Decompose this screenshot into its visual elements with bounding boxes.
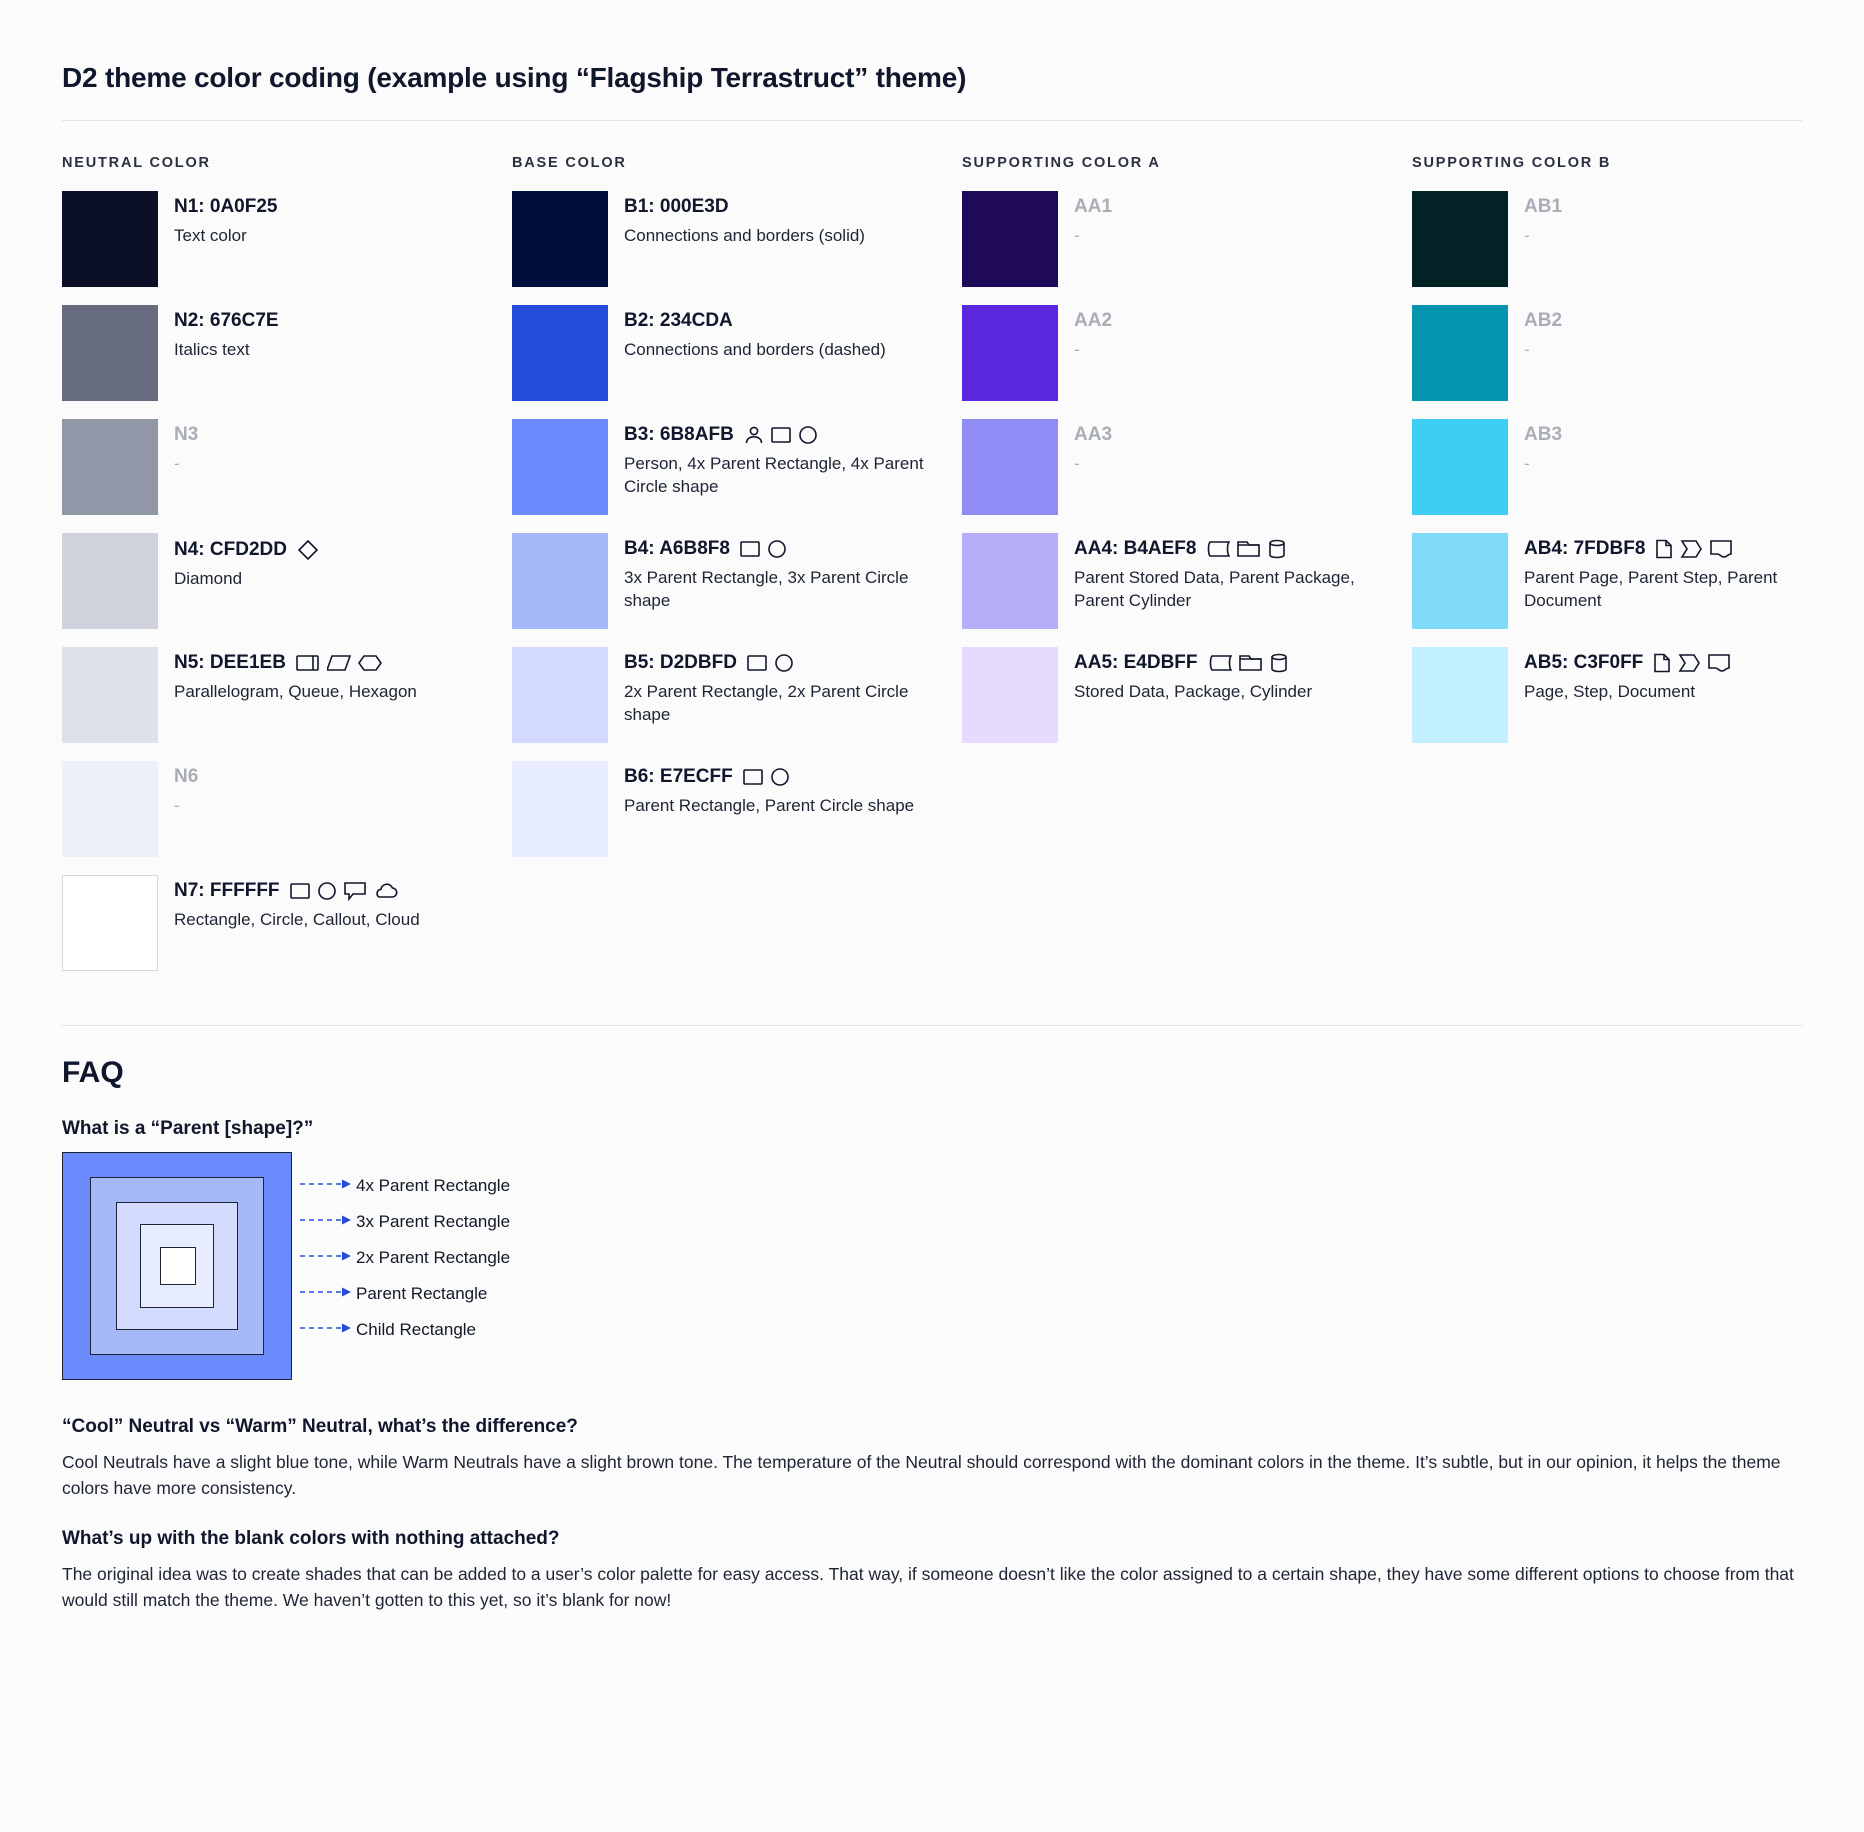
color-swatch-name (624, 197, 865, 218)
color-columns (62, 155, 1802, 989)
color-swatch (962, 419, 1058, 515)
color-swatch (962, 305, 1058, 401)
color-swatch-description: Parent Stored Data, Parent Package, Parent Cylinder (1074, 567, 1355, 610)
color-swatch-name (1074, 425, 1112, 446)
color-swatch-row (62, 533, 512, 629)
color-swatch-name (624, 425, 924, 446)
rectangle-icon (747, 654, 767, 672)
color-swatch-description: Italics text (174, 339, 250, 359)
shape-icon-group (297, 539, 319, 561)
color-swatch-description: Rectangle, Circle, Callout, Cloud (174, 909, 420, 929)
color-swatch (512, 419, 608, 515)
color-swatch-name (174, 881, 420, 902)
shape-icon-group (747, 654, 794, 672)
color-swatch-label: AA4: B4AEF8 (1074, 538, 1197, 559)
color-swatch-description: Diamond (174, 569, 243, 588)
callout-icon (344, 881, 366, 901)
color-swatch-row (1412, 647, 1864, 743)
color-swatch-row (62, 647, 512, 743)
faq-item-blank-colors (62, 1528, 1802, 1614)
color-swatch (62, 305, 158, 401)
color-swatch-name (174, 767, 198, 788)
color-swatch-text (174, 419, 198, 476)
color-swatch-description: - (1524, 225, 1530, 245)
color-swatch-text (1524, 647, 1731, 704)
queue-icon (296, 654, 320, 672)
color-swatch-name (1524, 539, 1824, 560)
color-swatch-label: N6 (174, 766, 199, 787)
color-swatch-text (624, 191, 865, 248)
color-swatch-name (624, 539, 924, 560)
faq-answer-3: The original idea was to create shades that can be added to a user’s color palette for easy access. That way, if someone doesn’t like the color assigned to a certain shape, they have some different options to choose from that would still match the theme. We haven’t gotten to this yet, so it’s blank for now! (62, 1563, 1794, 1610)
color-swatch-label: AA1 (1074, 196, 1113, 217)
color-swatch (962, 191, 1058, 287)
color-swatch-label: AB4: 7FDBF8 (1524, 538, 1646, 559)
color-swatch-text (624, 305, 886, 362)
person-icon (744, 425, 764, 445)
step-icon (1680, 539, 1702, 559)
shape-icon-group (1206, 539, 1286, 559)
color-swatch-label: AB2 (1524, 310, 1563, 331)
color-swatch-row (962, 419, 1412, 515)
color-swatch-description: Parallelogram, Queue, Hexagon (174, 681, 417, 701)
color-swatch-row (62, 305, 512, 401)
color-swatch-description: Connections and borders (solid) (624, 225, 865, 245)
color-swatch-name (174, 539, 319, 561)
circle-icon (770, 768, 790, 786)
document-icon (1709, 539, 1733, 559)
color-swatch-row (512, 419, 962, 515)
color-swatch-row (62, 419, 512, 515)
color-swatch-description: - (1074, 339, 1080, 359)
cylinder-icon (1270, 653, 1288, 673)
color-swatch-description: 3x Parent Rectangle, 3x Parent Circle shape (624, 567, 909, 610)
color-swatch-name (624, 653, 924, 674)
color-swatch-name (1524, 425, 1562, 446)
rectangle-icon (290, 882, 310, 900)
color-swatch-text (1074, 191, 1112, 248)
shape-icon-group (744, 425, 818, 445)
color-swatch-label: AA5: E4DBFF (1074, 652, 1198, 673)
faq-question-3: What’s up with the blank colors with nothing attached? (62, 1527, 560, 1549)
color-swatch-text (1074, 533, 1374, 613)
color-swatch-label: N7: FFFFFF (174, 880, 280, 901)
circle-icon (774, 654, 794, 672)
color-swatch-row (1412, 305, 1864, 401)
color-swatch-name (174, 425, 198, 446)
color-swatch-text (624, 647, 924, 727)
color-swatch-name (174, 197, 278, 218)
faq-divider (62, 1025, 1802, 1026)
color-swatch-name (1074, 653, 1312, 674)
color-swatch-row (512, 647, 962, 743)
color-column (512, 155, 962, 989)
color-swatch-text (174, 305, 279, 362)
faq-heading: FAQ (62, 1056, 124, 1089)
color-swatch-description: 2x Parent Rectangle, 2x Parent Circle shape (624, 681, 909, 724)
nested-rectangle-labels (298, 1152, 718, 1380)
faq-question-2: “Cool” Neutral vs “Warm” Neutral, what’s the difference? (62, 1416, 578, 1437)
color-swatch-text (1074, 419, 1112, 476)
circle-icon (767, 540, 787, 558)
color-swatch (512, 761, 608, 857)
cylinder-icon (1268, 539, 1286, 559)
color-swatch (512, 533, 608, 629)
color-swatch-text (624, 533, 924, 613)
color-swatch-description: Stored Data, Package, Cylinder (1074, 681, 1313, 701)
color-swatch (512, 191, 608, 287)
color-column-heading: NEUTRAL COLOR (62, 155, 211, 171)
color-swatch-row (962, 305, 1412, 401)
shape-icon-group (743, 768, 790, 786)
color-swatch (62, 191, 158, 287)
color-swatch-text (1524, 191, 1562, 248)
color-swatch-text (174, 761, 198, 818)
rectangle-icon (771, 426, 791, 444)
color-swatch-row (1412, 533, 1864, 629)
rectangle-icon (743, 768, 763, 786)
circle-icon (317, 882, 337, 900)
color-swatch-row (512, 305, 962, 401)
color-swatch (962, 647, 1058, 743)
page-icon (1655, 539, 1673, 559)
color-swatch (1412, 647, 1508, 743)
color-column-heading: SUPPORTING COLOR A (962, 155, 1161, 171)
color-swatch (512, 647, 608, 743)
color-swatch-description: - (1524, 453, 1530, 473)
color-swatch-label: B1: 000E3D (624, 196, 729, 217)
color-swatch (1412, 191, 1508, 287)
color-swatch-description: Connections and borders (dashed) (624, 339, 886, 359)
shape-icon-group (1208, 653, 1288, 673)
color-swatch-label: N2: 676C7E (174, 310, 279, 331)
color-swatch (1412, 305, 1508, 401)
color-swatch (1412, 419, 1508, 515)
color-swatch-text (174, 533, 319, 591)
color-swatch-label: AB3 (1524, 424, 1563, 445)
color-swatch (512, 305, 608, 401)
color-column-heading: SUPPORTING COLOR B (1412, 155, 1612, 171)
color-swatch-label: N1: 0A0F25 (174, 196, 278, 217)
color-swatch-row (962, 533, 1412, 629)
color-swatch-name (174, 653, 417, 674)
color-swatch-row (1412, 419, 1864, 515)
faq-item-parent-shape (62, 1118, 1802, 1380)
color-swatch-label: N3 (174, 424, 199, 445)
color-swatch-description: Person, 4x Parent Rectangle, 4x Parent Circle shape (624, 453, 924, 496)
nested-rectangle-level-5 (160, 1247, 196, 1285)
nested-rectangle-label: 3x Parent Rectangle (356, 1212, 511, 1231)
color-swatch-label: B5: D2DBFD (624, 652, 737, 673)
color-swatch-description: - (1524, 339, 1530, 359)
stored-data-icon (1206, 540, 1230, 558)
color-swatch-text (1524, 533, 1824, 613)
color-swatch-row (962, 191, 1412, 287)
nested-rectangle-label: Parent Rectangle (356, 1284, 488, 1303)
color-swatch-label: AA2 (1074, 310, 1113, 331)
color-swatch-description: Text color (174, 225, 247, 245)
color-swatch-row (512, 761, 962, 857)
page-title: D2 theme color coding (example using “Flagship Terrastruct” theme) (62, 62, 967, 93)
color-swatch-description: Parent Page, Parent Step, Parent Document (1524, 567, 1778, 610)
color-column (62, 155, 512, 989)
faq-item-cool-warm (62, 1416, 1802, 1502)
color-swatch-name (1074, 311, 1112, 332)
color-swatch (1412, 533, 1508, 629)
color-swatch-row (62, 191, 512, 287)
nested-rectangles (62, 1152, 292, 1380)
color-swatch-row (512, 191, 962, 287)
rectangle-icon (740, 540, 760, 558)
stored-data-icon (1208, 654, 1232, 672)
color-swatch (962, 533, 1058, 629)
header-divider (62, 120, 1802, 121)
color-swatch-text (1524, 305, 1562, 362)
color-swatch (62, 875, 158, 971)
color-swatch (62, 761, 158, 857)
color-swatch-description: - (1074, 453, 1080, 473)
color-swatch-text (1524, 419, 1562, 476)
color-swatch-text (174, 647, 417, 704)
color-swatch-name (624, 767, 914, 788)
color-swatch-row (62, 875, 512, 971)
shape-icon-group (1653, 653, 1731, 673)
circle-icon (798, 426, 818, 444)
nested-rectangle-label: 4x Parent Rectangle (356, 1176, 511, 1195)
color-swatch (62, 533, 158, 629)
shape-icon-group (1655, 539, 1733, 559)
color-swatch-text (624, 761, 914, 818)
shape-icon-group (296, 654, 382, 672)
color-swatch-name (174, 311, 279, 332)
color-swatch (62, 419, 158, 515)
color-swatch-row (1412, 191, 1864, 287)
color-swatch-label: N5: DEE1EB (174, 652, 286, 673)
nested-rectangle-label: Child Rectangle (356, 1320, 477, 1339)
color-swatch-label: B4: A6B8F8 (624, 538, 730, 559)
package-icon (1239, 654, 1263, 672)
color-swatch-description: - (174, 795, 180, 815)
color-swatch-name (1524, 653, 1731, 674)
color-swatch-row (62, 761, 512, 857)
color-swatch-name (1074, 197, 1112, 218)
color-swatch-description: - (1074, 225, 1080, 245)
faq-question-1: What is a “Parent [shape]?” (62, 1118, 314, 1139)
hexagon-icon (358, 654, 382, 672)
color-swatch-description: Page, Step, Document (1524, 681, 1696, 701)
color-swatch-name (1524, 197, 1562, 218)
color-swatch-row (512, 533, 962, 629)
color-swatch-text (174, 875, 420, 932)
color-swatch-label: AB5: C3F0FF (1524, 652, 1644, 673)
color-column (962, 155, 1412, 989)
nested-rectangles-diagram (62, 1152, 1802, 1380)
color-swatch-label: N4: CFD2DD (174, 538, 287, 560)
color-column (1412, 155, 1864, 989)
document-icon (1707, 653, 1731, 673)
color-swatch-name (1074, 539, 1374, 560)
color-swatch-name (1524, 311, 1562, 332)
page-icon (1653, 653, 1671, 673)
faq-answer-2: Cool Neutrals have a slight blue tone, while Warm Neutrals have a slight brown tone. The temperature of the Neutral should correspond with the dominant colors in the theme. It’s subtle, but in our opinion, it helps the theme colors have more consistency. (62, 1452, 1781, 1498)
parallelogram-icon (327, 654, 351, 672)
cloud-icon (373, 882, 399, 900)
shape-icon-group (290, 881, 399, 901)
step-icon (1678, 653, 1700, 673)
shape-icon-group (740, 540, 787, 558)
color-swatch-label: AA3 (1074, 424, 1113, 445)
color-swatch (62, 647, 158, 743)
color-column-heading: BASE COLOR (512, 155, 627, 171)
color-swatch-text (1074, 305, 1112, 362)
color-swatch-description: Parent Rectangle, Parent Circle shape (624, 795, 915, 815)
color-swatch-text (624, 419, 924, 499)
color-swatch-label: B6: E7ECFF (624, 766, 733, 787)
color-swatch-text (174, 191, 278, 248)
package-icon (1237, 540, 1261, 558)
color-swatch-description: - (174, 453, 180, 473)
diamond-icon (297, 539, 319, 561)
color-swatch-text (1074, 647, 1312, 704)
color-swatch-label: B2: 234CDA (624, 310, 733, 331)
nested-rectangle-label: 2x Parent Rectangle (356, 1248, 511, 1267)
color-swatch-row (962, 647, 1412, 743)
color-swatch-label: B3: 6B8AFB (624, 424, 734, 445)
color-swatch-name (624, 311, 886, 332)
color-swatch-label: AB1 (1524, 196, 1563, 217)
